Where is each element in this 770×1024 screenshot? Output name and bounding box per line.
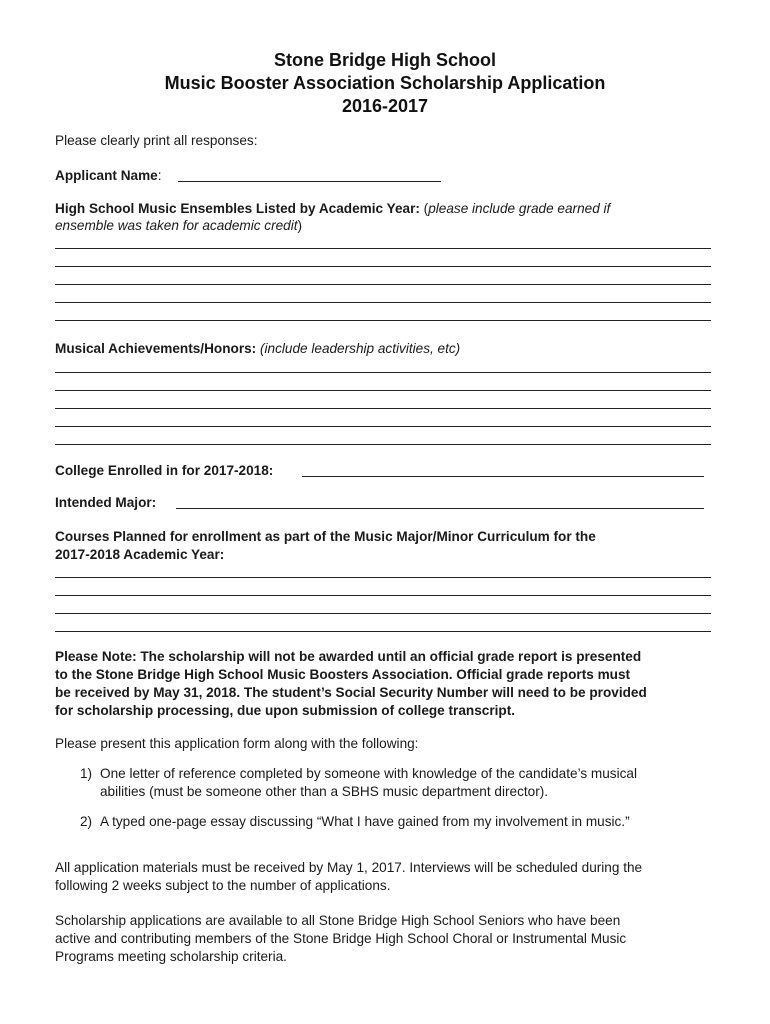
- applicant-name-label: [55, 167, 162, 184]
- achievements-label: Musical Achievements/Honors:: [55, 341, 257, 356]
- note-line-1: Please Note: The scholarship will not be awarded until an official grade report is presented: [55, 649, 642, 664]
- ensembles-label-line: [55, 200, 610, 217]
- intro-text: Please clearly print all responses:: [55, 133, 258, 148]
- requirement-text: [100, 813, 720, 831]
- college-label: College Enrolled in for 2017-2018:: [55, 463, 274, 478]
- achievements-line-5[interactable]: [55, 444, 711, 445]
- achievements-line-2[interactable]: [55, 390, 711, 391]
- requirement-line-1: A typed one-page essay discussing “What I have gained from my involvement in music.”: [100, 814, 630, 829]
- applicant-name-field[interactable]: [178, 181, 441, 182]
- major-label: Intended Major:: [55, 495, 157, 510]
- requirement-number: 1): [80, 766, 93, 781]
- ensembles-line-4[interactable]: [55, 302, 711, 303]
- courses-label-1: Courses Planned for enrollment as part of the Music Major/Minor Curriculum for the: [55, 529, 596, 544]
- ensembles-hint-1: please include grade earned if: [428, 201, 611, 216]
- achievements-hint: (include leadership activities, etc): [256, 341, 461, 356]
- ensembles-hint-close: ): [297, 218, 303, 233]
- achievements-line-3[interactable]: [55, 408, 711, 409]
- ensembles-line-1[interactable]: [55, 248, 711, 249]
- deadline-line-1: All application materials must be received by May 1, 2017. Interviews will be scheduled during the: [55, 860, 643, 875]
- requirement-text: [100, 765, 720, 801]
- requirement-item-2: [80, 813, 720, 831]
- ensembles-line-3[interactable]: [55, 284, 711, 285]
- courses-line-4[interactable]: [55, 631, 711, 632]
- note-line-2: to the Stone Bridge High School Music Boosters Association. Official grade reports must: [55, 667, 631, 682]
- requirement-line-1: One letter of reference completed by someone with knowledge of the candidate’s musical: [100, 766, 638, 781]
- courses-line-2[interactable]: [55, 595, 711, 596]
- courses-line-3[interactable]: [55, 613, 711, 614]
- ensembles-label: High School Music Ensembles Listed by Academic Year:: [55, 201, 420, 216]
- note-line-4: for scholarship processing, due upon submission of college transcript.: [55, 703, 515, 718]
- applicant-name-colon: :: [157, 168, 162, 183]
- eligibility-paragraph: [55, 912, 720, 966]
- major-field[interactable]: [176, 508, 704, 509]
- eligibility-line-3: Programs meeting scholarship criteria.: [55, 949, 287, 964]
- deadline-paragraph: [55, 859, 720, 895]
- requirement-item-1: [80, 765, 720, 801]
- eligibility-line-1: Scholarship applications are available to all Stone Bridge High School Seniors who have been: [55, 913, 621, 928]
- courses-line-1[interactable]: [55, 577, 711, 578]
- present-text: Please present this application form along with the following:: [55, 736, 419, 751]
- requirement-number: 2): [80, 814, 93, 829]
- ensembles-hint-line: [55, 217, 302, 234]
- ensembles-line-2[interactable]: [55, 266, 711, 267]
- achievements-line-1[interactable]: [55, 372, 711, 373]
- form-title: Music Booster Association Scholarship Application: [164, 73, 606, 93]
- ensembles-line-5[interactable]: [55, 320, 711, 321]
- requirement-line-2: abilities (must be someone other than a SBHS music department director).: [100, 784, 549, 799]
- achievements-line-4[interactable]: [55, 426, 711, 427]
- courses-label-2: 2017-2018 Academic Year:: [55, 547, 225, 562]
- college-field[interactable]: [302, 476, 704, 477]
- note-block: [55, 648, 715, 720]
- note-line-3: be received by May 31, 2018. The student’s Social Security Number will need to be provided: [55, 685, 647, 700]
- achievements-label-line: [55, 340, 460, 357]
- ensembles-hint-2: ensemble was taken for academic credit: [55, 218, 298, 233]
- deadline-line-2: following 2 weeks subject to the number of applications.: [55, 878, 391, 893]
- ensembles-hint-open: (: [419, 201, 429, 216]
- applicant-name-label-text: Applicant Name: [55, 168, 158, 183]
- form-year: 2016-2017: [341, 96, 429, 116]
- eligibility-line-2: active and contributing members of the Stone Bridge High School Choral or Instrumental Music: [55, 931, 627, 946]
- school-name: Stone Bridge High School: [273, 50, 496, 70]
